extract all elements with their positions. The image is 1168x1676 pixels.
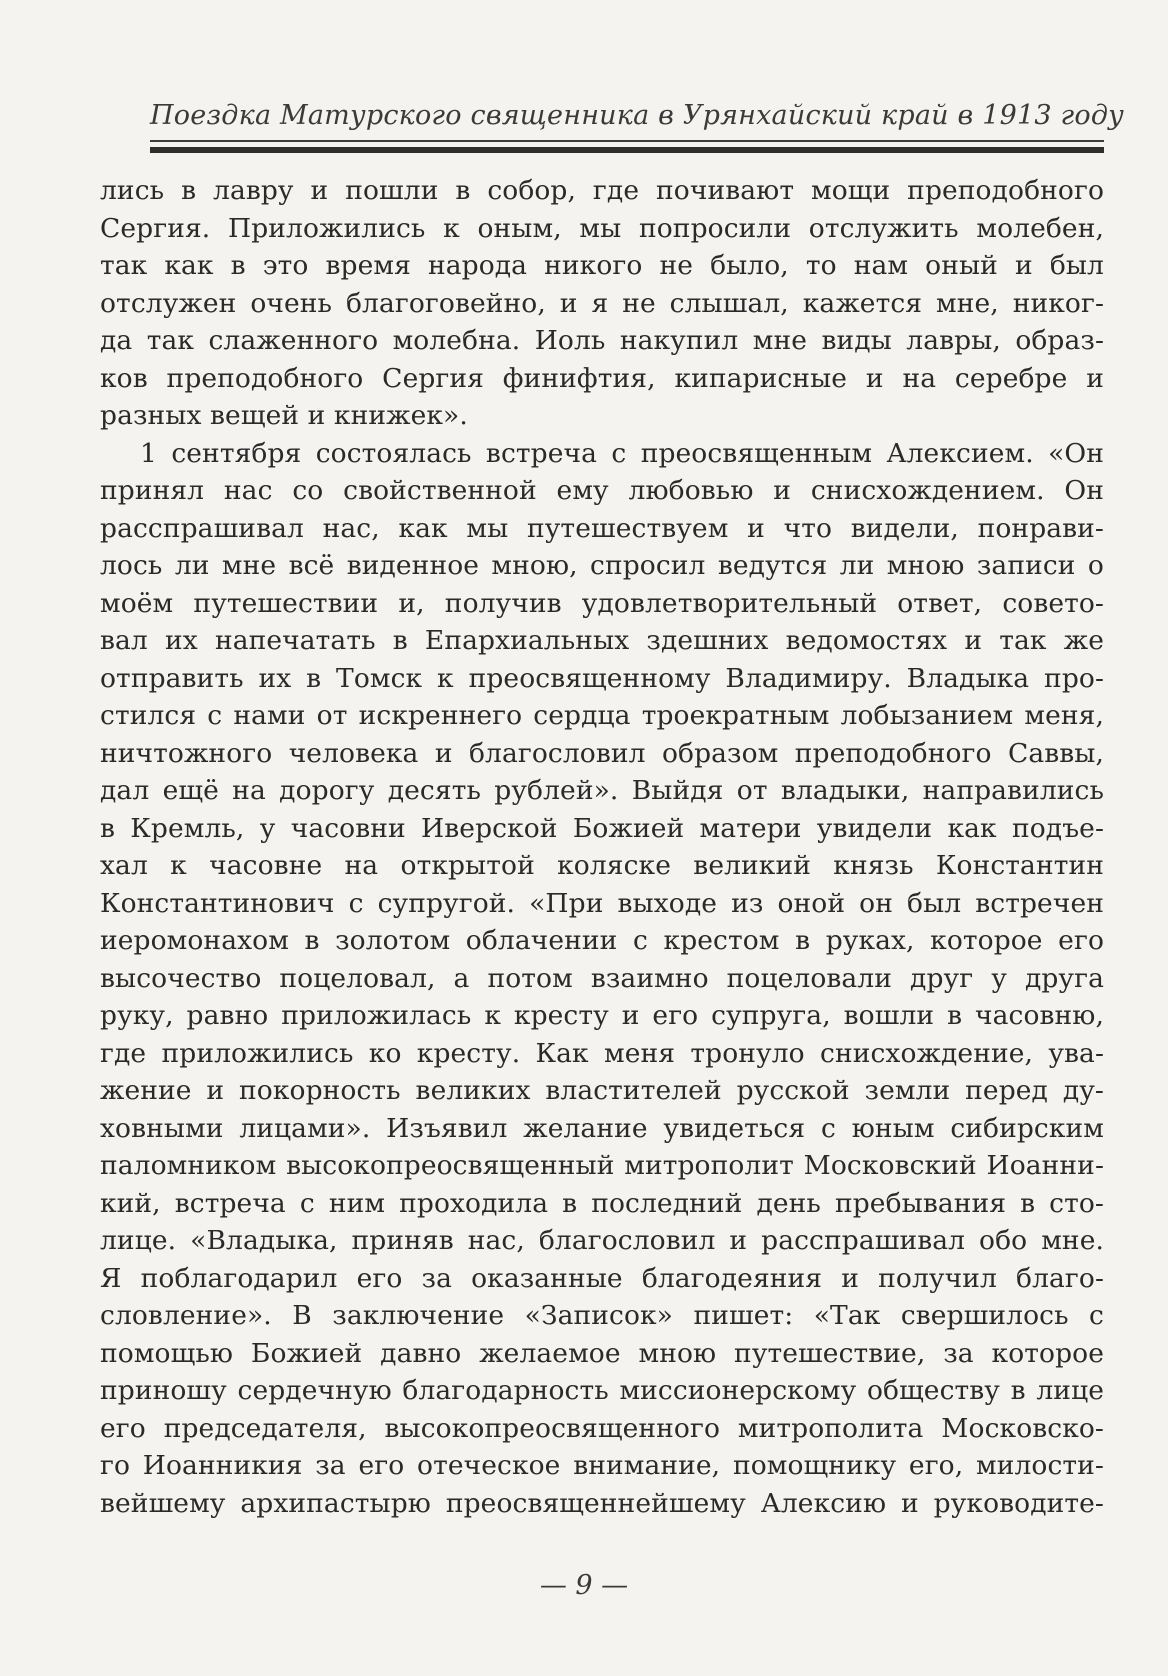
text-line: вейшему архипастырю преосвященнейшему Алексию и руководите- <box>100 1487 1104 1519</box>
text-line: высочество поцеловал, а потом взаимно поцеловали друг у друга <box>100 962 1104 994</box>
text-line: так как в это время народа никого не было, то нам оный и был <box>100 250 1104 281</box>
text-line: иеромонахом в золотом облачении с крестом в руках, которое его <box>100 925 1104 956</box>
text-line: помощью Божией давно желаемое мною путешествие, за которое <box>100 1337 1104 1369</box>
header-rule-thin <box>150 140 1104 142</box>
text-line: ничтожного человека и благословил образом преподобного Саввы, <box>100 737 1104 769</box>
running-header: Поездка Матурского священника в Урянхайский край в 1913 году <box>150 100 1124 131</box>
text-line: принял нас со свойственной ему любовью и снисхождением. Он <box>100 475 1104 506</box>
text-line: моём путешествии и, получив удовлетворительный ответ, совето- <box>100 587 1104 619</box>
text-line: ховными лицами». Изъявил желание увидеться с юным сибирским <box>100 1112 1104 1144</box>
text-line: ков преподобного Сергия финифтия, кипарисные и на серебре и <box>100 362 1104 394</box>
text-line: стился с нами от искреннего сердца троекратным лобызанием меня, <box>100 700 1104 731</box>
text-line: 1 сентября состоялась встреча с преосвященным Алексием. «Он <box>140 437 1104 469</box>
text-line: его председателя, высокопреосвященного митрополита Московско- <box>100 1412 1104 1444</box>
text-line: где приложились ко кресту. Как меня тронуло снисхождение, ува- <box>100 1037 1104 1069</box>
text-line: в Кремль, у часовни Иверской Божией матери увидели как подъе- <box>100 812 1104 844</box>
page-number: — 9 — <box>539 1570 629 1601</box>
text-line: словление». В заключение «Записок» пишет: «Так свершилось с <box>100 1300 1104 1331</box>
text-line: разных вещей и книжек». <box>100 400 468 431</box>
text-line: приношу сердечную благодарность миссионерскому обществу в лице <box>100 1375 1104 1406</box>
text-line: го Иоанникия за его отеческое внимание, помощнику его, милости- <box>100 1450 1104 1481</box>
text-line: руку, равно приложилась к кресту и его супруга, вошли в часовню, <box>100 1000 1104 1031</box>
body-text <box>100 172 1104 1522</box>
text-line: да так слаженного молебна. Иоль накупил мне виды лавры, образ- <box>100 325 1104 356</box>
text-line: Сергия. Приложились к оным, мы попросили отслужить молебен, <box>100 212 1104 244</box>
text-line: лись в лавру и пошли в собор, где почивают мощи преподобного <box>100 175 1104 206</box>
text-line: отправить их в Томск к преосвященному Владимиру. Владыка про- <box>100 662 1104 694</box>
text-line: Константинович с супругой. «При выходе из оной он был встречен <box>100 887 1104 919</box>
text-line: лице. «Владыка, приняв нас, благословил и расспрашивал обо мне. <box>100 1225 1104 1256</box>
text-line: лось ли мне всё виденное мною, спросил ведутся ли мною записи о <box>100 550 1104 581</box>
text-line: жение и покорность великих властителей русской земли перед ду- <box>100 1075 1104 1106</box>
text-line: отслужен очень благоговейно, и я не слышал, кажется мне, никог- <box>100 287 1104 319</box>
text-line: дал ещё на дорогу десять рублей». Выйдя от владыки, направились <box>100 775 1104 806</box>
text-line: Я поблагодарил его за оказанные благодеяния и получил благо- <box>100 1262 1104 1294</box>
text-line: паломником высокопреосвященный митрополит Московский Иоанни- <box>100 1150 1104 1181</box>
text-line: кий, встреча с ним проходила в последний день пребывания в сто- <box>100 1187 1104 1219</box>
text-line: вал их напечатать в Епархиальных здешних ведомостях и так же <box>100 625 1104 656</box>
text-line: расспрашивал нас, как мы путешествуем и что видели, понрави- <box>100 512 1104 544</box>
text-line: хал к часовне на открытой коляске великий князь Константин <box>100 850 1104 881</box>
header-rule-thick <box>150 147 1104 153</box>
